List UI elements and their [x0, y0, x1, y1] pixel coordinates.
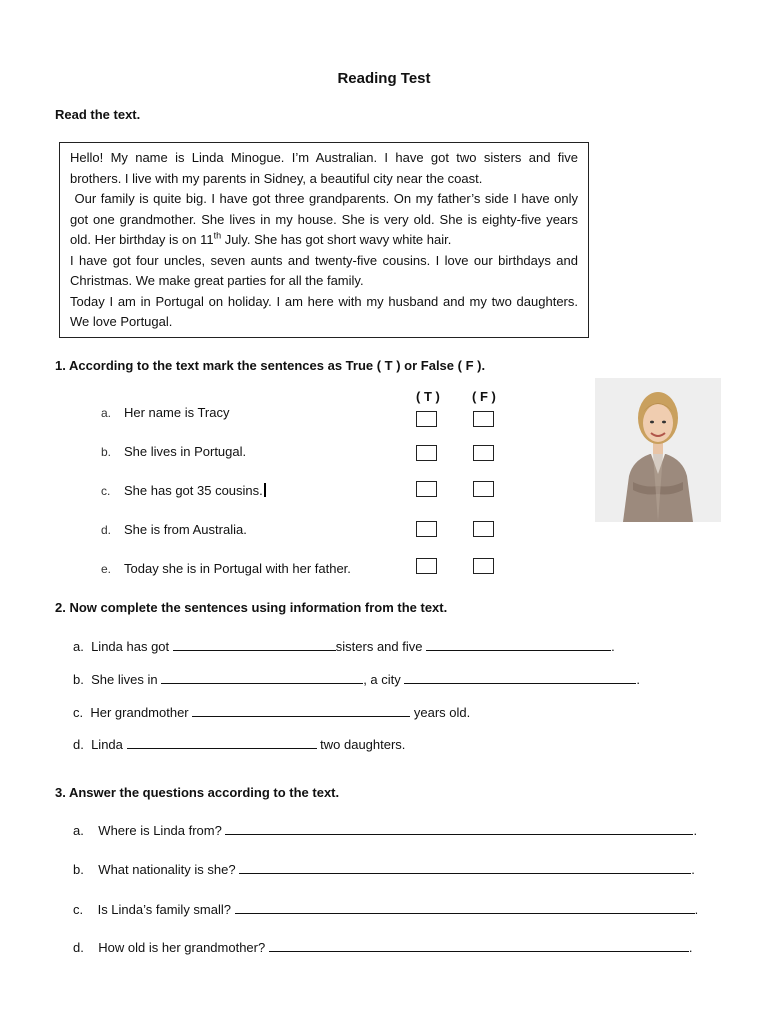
statement-text: She has got 35 cousins. — [124, 483, 266, 498]
statement-text: Her name is Tracy — [124, 405, 230, 420]
question-b: b. What nationality is she? . — [73, 862, 695, 877]
item-marker: b. — [101, 445, 112, 459]
false-checkbox[interactable] — [473, 521, 494, 537]
answer-blank[interactable] — [173, 640, 336, 651]
question-a: a. Where is Linda from? . — [73, 823, 698, 838]
question-c: c. Is Linda’s family small? . — [73, 902, 699, 917]
statement-text: Today she is in Portugal with her father. — [124, 561, 351, 576]
passage-paragraph-1: Hello! My name is Linda Minogue. I’m Australian. I have got two sisters and five brothers. I live with my parents in Sidney, a beautiful city near the coast. — [70, 150, 578, 186]
true-checkbox[interactable] — [416, 411, 437, 427]
true-checkbox[interactable] — [416, 481, 437, 497]
section-2-heading: 2. Now complete the sentences using information from the text. — [55, 600, 448, 615]
passage-paragraph-4: Today I am in Portugal on holiday. I am here with my husband and my two daughters. We love Portugal. — [70, 293, 578, 329]
page-title: Reading Test — [337, 70, 431, 87]
true-checkbox[interactable] — [416, 445, 437, 461]
false-checkbox[interactable] — [473, 481, 494, 497]
completion-sentence-a: a. Linda has got sisters and five . — [73, 639, 615, 654]
item-marker: e. — [101, 562, 112, 576]
answer-blank[interactable] — [127, 738, 317, 749]
reading-passage — [59, 142, 589, 338]
false-checkbox[interactable] — [473, 558, 494, 574]
section-1-heading: 1. According to the text mark the sentences as True ( T ) or False ( F ). — [55, 358, 486, 373]
answer-blank[interactable] — [192, 706, 410, 717]
false-column-label: ( F ) — [472, 389, 496, 404]
question-d: d. How old is her grandmother? . — [73, 940, 693, 955]
section-3-heading: 3. Answer the questions according to the text. — [55, 785, 340, 800]
answer-line[interactable] — [269, 941, 689, 952]
true-checkbox[interactable] — [416, 558, 437, 574]
answer-line[interactable] — [235, 903, 695, 914]
woman-photo — [595, 378, 721, 522]
item-marker: c. — [101, 484, 111, 498]
item-marker: d. — [101, 523, 112, 537]
answer-blank[interactable] — [404, 673, 636, 684]
true-column-label: ( T ) — [416, 389, 440, 404]
answer-line[interactable] — [225, 824, 693, 835]
false-checkbox[interactable] — [473, 445, 494, 461]
text-cursor — [264, 483, 266, 497]
completion-sentence-b: b. She lives in , a city . — [73, 672, 641, 687]
false-checkbox[interactable] — [473, 411, 494, 427]
true-checkbox[interactable] — [416, 521, 437, 537]
statement-text: She is from Australia. — [124, 522, 247, 537]
instruction: Read the text. — [55, 107, 141, 122]
passage-paragraph-2: Our family is quite big. I have got three grandparents. On my father’s side I have only got one grandmother. She lives in my house. She is very old. She is eighty-five years old. Her birthday is on 11th July. She has got short wavy white hair. — [70, 191, 579, 247]
passage-paragraph-3: I have got four uncles, seven aunts and twenty-five cousins. I love our birthdays and Christmas. We make great parties for all the family. — [70, 252, 578, 288]
item-marker: a. — [101, 406, 112, 420]
answer-blank[interactable] — [426, 640, 611, 651]
completion-sentence-c: c. Her grandmother years old. — [73, 705, 471, 720]
answer-line[interactable] — [239, 863, 691, 874]
statement-text: She lives in Portugal. — [124, 444, 247, 459]
answer-blank[interactable] — [161, 673, 363, 684]
completion-sentence-d: d. Linda two daughters. — [73, 737, 406, 752]
